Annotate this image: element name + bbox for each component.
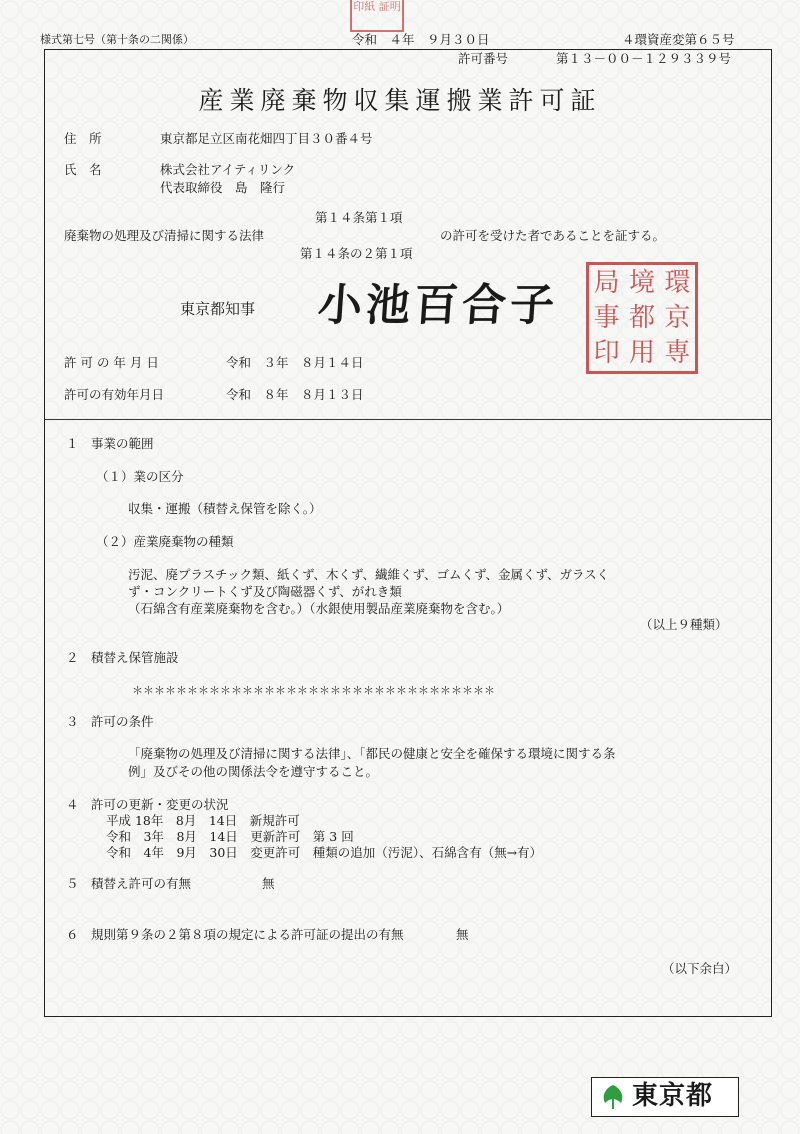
waste-types-line-1: 汚泥、廃プラスチック類、紙くず、木くず、繊維くず、ゴムくず、金属くず、ガラスく — [128, 567, 610, 582]
history-row: 平成 18年 8月 14日 新規許可 — [106, 813, 300, 828]
logo-text: 東京都 — [632, 1081, 714, 1111]
certification-statement: の許可を受けた者であることを証する。 — [440, 228, 666, 243]
section-2-text: ＊＊＊＊＊＊＊＊＊＊＊＊＊＊＊＊＊＊＊＊＊＊＊＊＊＊＊＊＊＊＊＊＊ — [132, 684, 495, 697]
ginkgo-icon — [600, 1083, 626, 1111]
governor-signature: 小池百合子 — [316, 280, 560, 331]
waste-types-line-2: ず・コンクリートくず及び陶磁器くず、がれき類 — [128, 584, 402, 599]
seal-char: 環 — [664, 267, 691, 298]
section-2-title: ２ 積替え保管施設 — [66, 650, 179, 665]
section-1-title: １ 事業の範囲 — [66, 436, 154, 451]
section-6-title: ６ 規則第９条の２第８項の規定による許可証の提出の有無 — [66, 927, 404, 942]
conditions-line-2: 例」及びその他の関係法令を遵守すること。 — [128, 764, 379, 779]
seal-char: 専 — [664, 338, 691, 369]
section-5-title: ５ 積替え許可の有無 — [66, 876, 192, 891]
permit-date: 令和 ３年 ８月１４日 — [226, 355, 364, 370]
waste-types-count: （以上９種類） — [640, 617, 728, 632]
permit-number-label: 許可番号 — [458, 51, 509, 66]
conditions-line-1: 「廃棄物の処理及び清掃に関する法律」、「都民の健康と安全を確保する環境に関する条 — [128, 746, 616, 761]
official-seal — [586, 262, 698, 374]
representative-name: 代表取締役 島 隆行 — [160, 180, 286, 195]
history-row: 令和 3年 8月 14日 更新許可 第 3 回 — [106, 829, 354, 844]
seal-char: 境 — [628, 267, 655, 298]
section-4-title: ４ 許可の更新・変更の状況 — [66, 797, 229, 812]
article-lower: 第１４条の２第１項 — [300, 246, 413, 261]
seal-char: 京 — [664, 302, 691, 333]
section-3-title: ３ 許可の条件 — [66, 714, 154, 729]
section-6-value: 無 — [456, 927, 469, 942]
seal-char: 事 — [593, 302, 620, 333]
valid-until-label: 許可の有効年月日 — [64, 387, 165, 402]
valid-until-date: 令和 ８年 ８月１３日 — [226, 387, 364, 402]
section-divider — [44, 419, 772, 420]
permit-number: 第１３－００－１２９３３９号 — [556, 51, 732, 66]
section-1-2-title: （２）産業廃棄物の種類 — [96, 534, 234, 549]
certificate-title: 産業廃棄物収集運搬業許可証 — [198, 86, 602, 115]
section-1-1-text: 収集・運搬（積替え保管を除く。） — [128, 501, 322, 516]
seal-char: 局 — [593, 267, 620, 298]
form-number: 様式第七号（第十条の二関係） — [40, 33, 194, 46]
document-number: ４環資産変第６５号 — [622, 32, 735, 47]
address-value: 東京都足立区南花畑四丁目３０番４号 — [160, 131, 373, 146]
section-5-value: 無 — [262, 876, 275, 891]
seal-char: 都 — [628, 302, 655, 333]
waste-types-line-3: （石綿含有産業廃棄物を含む。）（水銀使用製品産業廃棄物を含む。） — [128, 601, 510, 616]
issue-date: 令和 ４年 ９月３０日 — [352, 32, 490, 47]
tokyo-logo — [591, 1077, 739, 1117]
name-label: 氏 名 — [64, 162, 102, 177]
seal-char: 印 — [593, 338, 620, 369]
governor-title: 東京都知事 — [180, 300, 256, 318]
address-label: 住 所 — [64, 131, 102, 146]
company-name: 株式会社アイティリンク — [160, 162, 296, 177]
receipt-stamp: 印紙 証明 — [350, 0, 404, 32]
law-name: 廃棄物の処理及び清掃に関する法律 — [64, 228, 265, 243]
certificate-frame — [44, 49, 772, 1017]
history-row: 令和 4年 9月 30日 変更許可 種類の追加（汚泥）、石綿含有（無→有） — [106, 845, 543, 860]
section-1-1-title: （１）業の区分 — [96, 469, 184, 484]
article-upper: 第１４条第１項 — [315, 210, 403, 225]
seal-char: 用 — [628, 338, 655, 369]
permit-date-label: 許 可 の 年 月 日 — [64, 355, 159, 370]
closing-remark: （以下余白） — [662, 961, 738, 976]
